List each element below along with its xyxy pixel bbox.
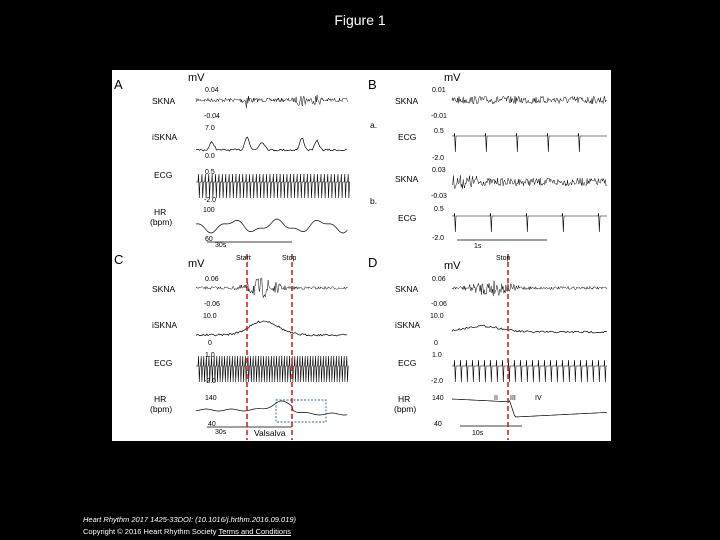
panel-c-iskna-trace — [196, 321, 347, 336]
caption-copyright: Copyright © 2016 Heart Rhythm Society — [83, 527, 217, 536]
panel-a-skna-tick-top: 0.04 — [205, 87, 219, 94]
panel-b-ecg-a-tick-top: 0.5 — [434, 128, 444, 135]
panel-d-hr-unit: (bpm) — [394, 404, 417, 414]
panel-d-iskna-label: iSKNA — [395, 320, 421, 330]
panel-b-skna-b-label: SKNA — [395, 174, 419, 184]
panel-b-skna-a-tick-bottom: -0.01 — [431, 113, 447, 120]
panel-d-letter: D — [368, 255, 378, 270]
panel-c-hr-trace — [196, 401, 347, 415]
caption — [83, 514, 296, 538]
panel-d-ecg-label: ECG — [398, 358, 417, 368]
panel-c-stop: Stop — [282, 255, 297, 262]
panel-d-unit: mV — [444, 260, 461, 272]
panel-b-ecg-a-trace — [452, 133, 607, 152]
panel-b-skna-a-trace — [452, 96, 607, 104]
panel-d-skna-tick-top: 0.06 — [432, 276, 446, 283]
panel-c-ecg-tick-bottom: -2.0 — [204, 378, 217, 385]
panel-d-ecg-tick-top: 1.0 — [432, 352, 442, 359]
slide-title: Figure 1 — [334, 12, 386, 28]
panel-b-sub-a: a. — [370, 120, 378, 130]
panel-d-iskna-trace — [452, 325, 607, 333]
panel-c-skna-label: SKNA — [152, 284, 176, 294]
panel-b-skna-b-tick-top: 0.03 — [432, 167, 446, 174]
figure-image — [112, 70, 611, 441]
panel-c-skna-tick-bottom: -0.06 — [204, 301, 220, 308]
panel-d-skna-label: SKNA — [395, 284, 419, 294]
panel-c-iskna-label: iSKNA — [152, 320, 178, 330]
panel-d-skna-tick-bottom: -0.06 — [431, 301, 447, 308]
panel-a-ecg-tick-top: 0.5 — [205, 169, 215, 176]
panel-a-hr-tick-bottom: 60 — [205, 236, 213, 243]
panel-b-skna-b-tick-bottom: -0.03 — [431, 193, 447, 200]
panel-a-skna-trace — [196, 95, 348, 108]
panel-c-start: Start — [236, 255, 251, 262]
panel-b-letter: B — [368, 77, 377, 92]
panel-c-iskna-tick-bottom: 0 — [208, 340, 212, 347]
panel-c-unit: mV — [188, 258, 205, 270]
panel-c-ecg-trace — [196, 356, 348, 382]
panel-a-ecg-label: ECG — [154, 170, 173, 180]
panel-c-ecg-tick-top: 1.0 — [205, 352, 215, 359]
panel-b-unit: mV — [444, 72, 461, 84]
panel-b-ecg-a-tick-bottom: -2.0 — [432, 155, 445, 162]
panel-a-iskna-label: iSKNA — [152, 132, 178, 142]
panel-d-hr-tick-bottom: 40 — [434, 421, 442, 428]
panel-c-iskna-tick-top: 10.0 — [203, 313, 217, 320]
panel-d-iskna-tick-bottom: 0 — [434, 340, 438, 347]
terms-link[interactable]: Terms and Conditions — [218, 527, 292, 536]
panel-b-ecg-b-tick-bottom: -2.0 — [432, 235, 445, 242]
panel-a-scale-bar: 30s — [215, 242, 227, 249]
panel-c-skna-trace — [196, 278, 348, 298]
panel-d-hr-trace — [452, 399, 607, 417]
panel-c-scale-bar: 30s — [215, 429, 227, 436]
panel-c-letter: C — [114, 252, 124, 267]
panel-a-letter: A — [114, 77, 123, 92]
panel-b-ecg-b-trace — [452, 213, 607, 232]
panel-b-skna-a-label: SKNA — [395, 96, 419, 106]
panel-d-hr-label: HR — [398, 394, 411, 404]
panel-d-ecg-trace — [452, 360, 607, 382]
panel-c-footer: Valsalva — [254, 428, 286, 438]
panel-a-hr-tick-top: 100 — [203, 207, 215, 214]
panel-d-skna-trace — [452, 281, 607, 296]
panel-c-hr-unit: (bpm) — [150, 404, 173, 414]
panel-a-ecg-trace — [196, 174, 350, 198]
caption-citation: Heart Rhythm 2017 1425-33DOI: (10.1016/j.hrthm.2016.09.019) — [83, 515, 297, 524]
panel-b-ecg-b-label: ECG — [398, 213, 417, 223]
panel-a-unit: mV — [188, 72, 205, 84]
panel-c-hr-tick-top: 140 — [205, 395, 217, 402]
panel-c-zoom-box — [276, 400, 326, 422]
panel-d-scale-bar: 10s — [472, 430, 484, 437]
panel-c-hr-tick-bottom: 40 — [208, 421, 216, 428]
panel-c-skna-tick-top: 0.06 — [205, 276, 219, 283]
panel-a-hr-unit: (bpm) — [150, 217, 173, 227]
panel-d-phase-ii: II — [494, 395, 498, 402]
panel-a-skna-label: SKNA — [152, 96, 176, 106]
panel-d-hr-tick-top: 140 — [432, 395, 444, 402]
signal-traces — [196, 95, 607, 440]
panel-d-ecg-tick-bottom: -2.0 — [431, 378, 444, 385]
panel-b-skna-b-trace — [452, 175, 607, 188]
panel-a-hr-trace — [196, 219, 347, 233]
caption-copyright-line — [83, 526, 296, 538]
panel-b-ecg-a-label: ECG — [398, 132, 417, 142]
panel-d-phase-iii: III — [510, 395, 516, 402]
panel-b-scale-bar: 1s — [474, 243, 482, 250]
panel-c-ecg-label: ECG — [154, 358, 173, 368]
panel-b-skna-a-tick-top: 0.01 — [432, 87, 446, 94]
panel-c-hr-label: HR — [154, 394, 167, 404]
panel-a-iskna-trace — [196, 137, 347, 151]
panel-a-skna-tick-bottom: -0.04 — [204, 113, 220, 120]
panel-b-sub-b: b. — [370, 196, 378, 206]
panel-d-phase-iv: IV — [535, 395, 542, 402]
panel-a-hr-label: HR — [154, 207, 167, 217]
panel-d-stop: Stop — [496, 255, 511, 262]
panel-a-iskna-tick-top: 7.0 — [205, 125, 215, 132]
panel-a-iskna-tick-bottom: 0.0 — [205, 153, 215, 160]
panel-d-iskna-tick-top: 10.0 — [430, 313, 444, 320]
panel-b-ecg-b-tick-top: 0.5 — [434, 206, 444, 213]
panel-a-ecg-tick-bottom: -2.0 — [204, 197, 217, 204]
